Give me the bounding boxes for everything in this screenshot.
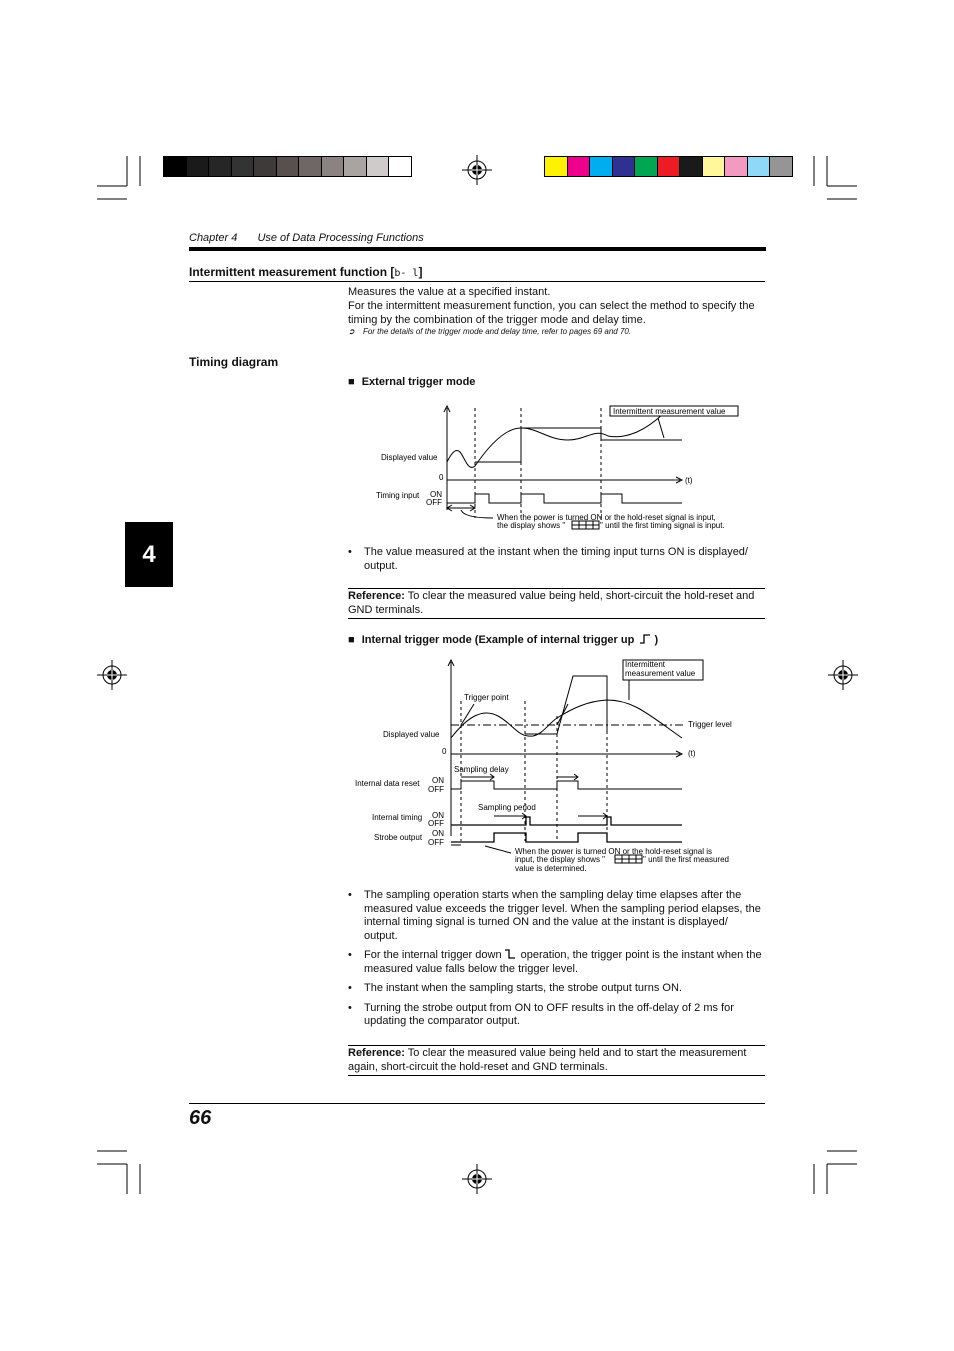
zero-label: 0 xyxy=(442,747,447,756)
intro-para-2: For the intermittent measurement function, you can select the method to specify the timing by the combination of the trigger mode and delay time. xyxy=(348,300,755,326)
external-note-line1: When the power is turned ON or the hold-reset signal is input, xyxy=(497,513,716,522)
internal-trigger-heading: ■ Internal trigger mode (Example of internal trigger up ) xyxy=(348,634,659,646)
section-rule xyxy=(189,281,765,282)
timing-input-label: Timing input xyxy=(376,491,420,500)
time-label: (t) xyxy=(685,476,693,485)
displayed-value-label: Displayed value xyxy=(383,730,440,739)
internal-bullet: • The instant when the sampling starts, the strobe output turns ON. xyxy=(348,982,764,996)
function-code: b- l xyxy=(394,268,419,279)
registration-mark-top-icon xyxy=(462,155,492,185)
color-swatch xyxy=(366,156,390,177)
reference-2: Reference: To clear the measured value being held and to start the measurement again, short-circuit the hold-reset and GND terminals. xyxy=(348,1047,747,1073)
svg-text:" until the first measured: " until the first measured xyxy=(643,855,729,864)
color-swatch xyxy=(612,156,636,177)
reference-1-bottom-rule xyxy=(348,618,765,619)
intro-para-1: Measures the value at a specified instant. xyxy=(348,286,551,298)
color-swatch xyxy=(657,156,681,177)
svg-text:OFF: OFF xyxy=(428,785,444,794)
trigger-level-label: Trigger level xyxy=(688,720,732,729)
external-trigger-diagram xyxy=(348,400,768,535)
section-title: Intermittent measurement function [b- l] xyxy=(189,265,423,279)
color-swatch xyxy=(343,156,367,177)
strobe-output-label: Strobe output xyxy=(374,833,423,842)
svg-text:" until the first timing signa: " until the first timing signal is input. xyxy=(600,521,725,530)
internal-data-reset-label: Internal data reset xyxy=(355,779,420,788)
color-swatch xyxy=(702,156,726,177)
internal-bullet: • Turning the strobe output from ON to OFF results in the off-delay of 2 ms for updating the comparator output. xyxy=(348,1002,764,1029)
svg-text:ON: ON xyxy=(432,811,444,820)
color-swatch xyxy=(747,156,771,177)
color-swatch xyxy=(298,156,322,177)
svg-text:the display shows ": the display shows " xyxy=(497,521,566,530)
svg-text:input, the display shows ": input, the display shows " xyxy=(515,855,605,864)
reference-2-top-rule xyxy=(348,1045,765,1046)
color-swatch xyxy=(276,156,300,177)
zero-label: 0 xyxy=(439,473,444,482)
color-swatch xyxy=(186,156,210,177)
reference-1: Reference: To clear the measured value being held, short-circuit the hold-reset and GND terminals. xyxy=(348,590,755,616)
color-swatch xyxy=(589,156,613,177)
chapter-tab xyxy=(125,522,173,587)
color-swatch xyxy=(321,156,345,177)
color-swatch xyxy=(724,156,748,177)
square-bullet-icon: ■ xyxy=(348,376,355,388)
on-label: ON xyxy=(430,490,442,499)
displayed-value-label: Displayed value xyxy=(381,453,438,462)
internal-bullets xyxy=(348,889,764,1035)
time-label: (t) xyxy=(688,749,696,758)
footer-rule xyxy=(189,1103,765,1104)
trigger-point-label: Trigger point xyxy=(464,693,509,702)
intermittent-label-line2: measurement value xyxy=(625,669,696,678)
color-swatch xyxy=(163,156,187,177)
timing-diagram-heading: Timing diagram xyxy=(189,355,279,369)
registration-mark-bottom-icon xyxy=(462,1164,492,1194)
svg-text:OFF: OFF xyxy=(428,838,444,847)
registration-mark-right-icon xyxy=(828,660,858,690)
sampling-period-label: Sampling period xyxy=(478,803,536,812)
internal-note-line3: value is determined. xyxy=(515,864,587,873)
color-swatch xyxy=(567,156,591,177)
chapter-title: Use of Data Processing Functions xyxy=(257,232,424,244)
color-swatch xyxy=(769,156,793,177)
trigger-up-icon xyxy=(639,634,651,644)
off-label: OFF xyxy=(426,498,442,507)
svg-text:OFF: OFF xyxy=(428,819,444,828)
color-swatch xyxy=(679,156,703,177)
internal-bullet: • The sampling operation starts when the sampling delay time elapses after the measured value exceeds the trigger level. When the sampling period elapses, the internal timing signal is turned ON and the value at the instant is displayed/ output. xyxy=(348,889,764,943)
svg-text:ON: ON xyxy=(432,829,444,838)
internal-note-line1: When the power is turned ON or the hold-reset signal is xyxy=(515,847,712,856)
reference-1-top-rule xyxy=(348,588,765,589)
internal-trigger-diagram xyxy=(348,656,768,881)
color-swatch xyxy=(388,156,412,177)
trigger-down-icon xyxy=(503,949,517,959)
pointer-icon: ➲ xyxy=(348,327,355,336)
intermittent-label: Intermittent measurement value xyxy=(613,407,726,416)
page-number: 66 xyxy=(189,1107,212,1129)
sampling-delay-label: Sampling delay xyxy=(454,765,509,774)
color-swatch xyxy=(208,156,232,177)
running-header xyxy=(189,232,424,244)
chapter-number: Chapter 4 xyxy=(189,232,238,244)
chapter-tab-number: 4 xyxy=(142,540,156,568)
external-bullets xyxy=(348,546,764,579)
internal-timing-label: Internal timing xyxy=(372,813,423,822)
color-swatch xyxy=(634,156,658,177)
registration-mark-left-icon xyxy=(97,660,127,690)
external-bullet: • The value measured at the instant when the timing input turns ON is displayed/ output. xyxy=(348,546,764,573)
external-trigger-heading: ■ External trigger mode xyxy=(348,376,476,388)
intermittent-label-line1: Intermittent xyxy=(625,660,666,669)
color-swatch xyxy=(544,156,568,177)
reference-2-bottom-rule xyxy=(348,1075,765,1076)
internal-bullet: • For the internal trigger down operation, the trigger point is the instant when the measured value falls below the trigger level. xyxy=(348,949,764,976)
reference-note: ➲ For the details of the trigger mode and delay time, refer to pages 69 and 70. xyxy=(348,327,632,336)
svg-text:ON: ON xyxy=(432,776,444,785)
header-rule xyxy=(189,247,766,251)
color-swatch xyxy=(253,156,277,177)
color-swatch xyxy=(231,156,255,177)
square-bullet-icon: ■ xyxy=(348,634,355,646)
